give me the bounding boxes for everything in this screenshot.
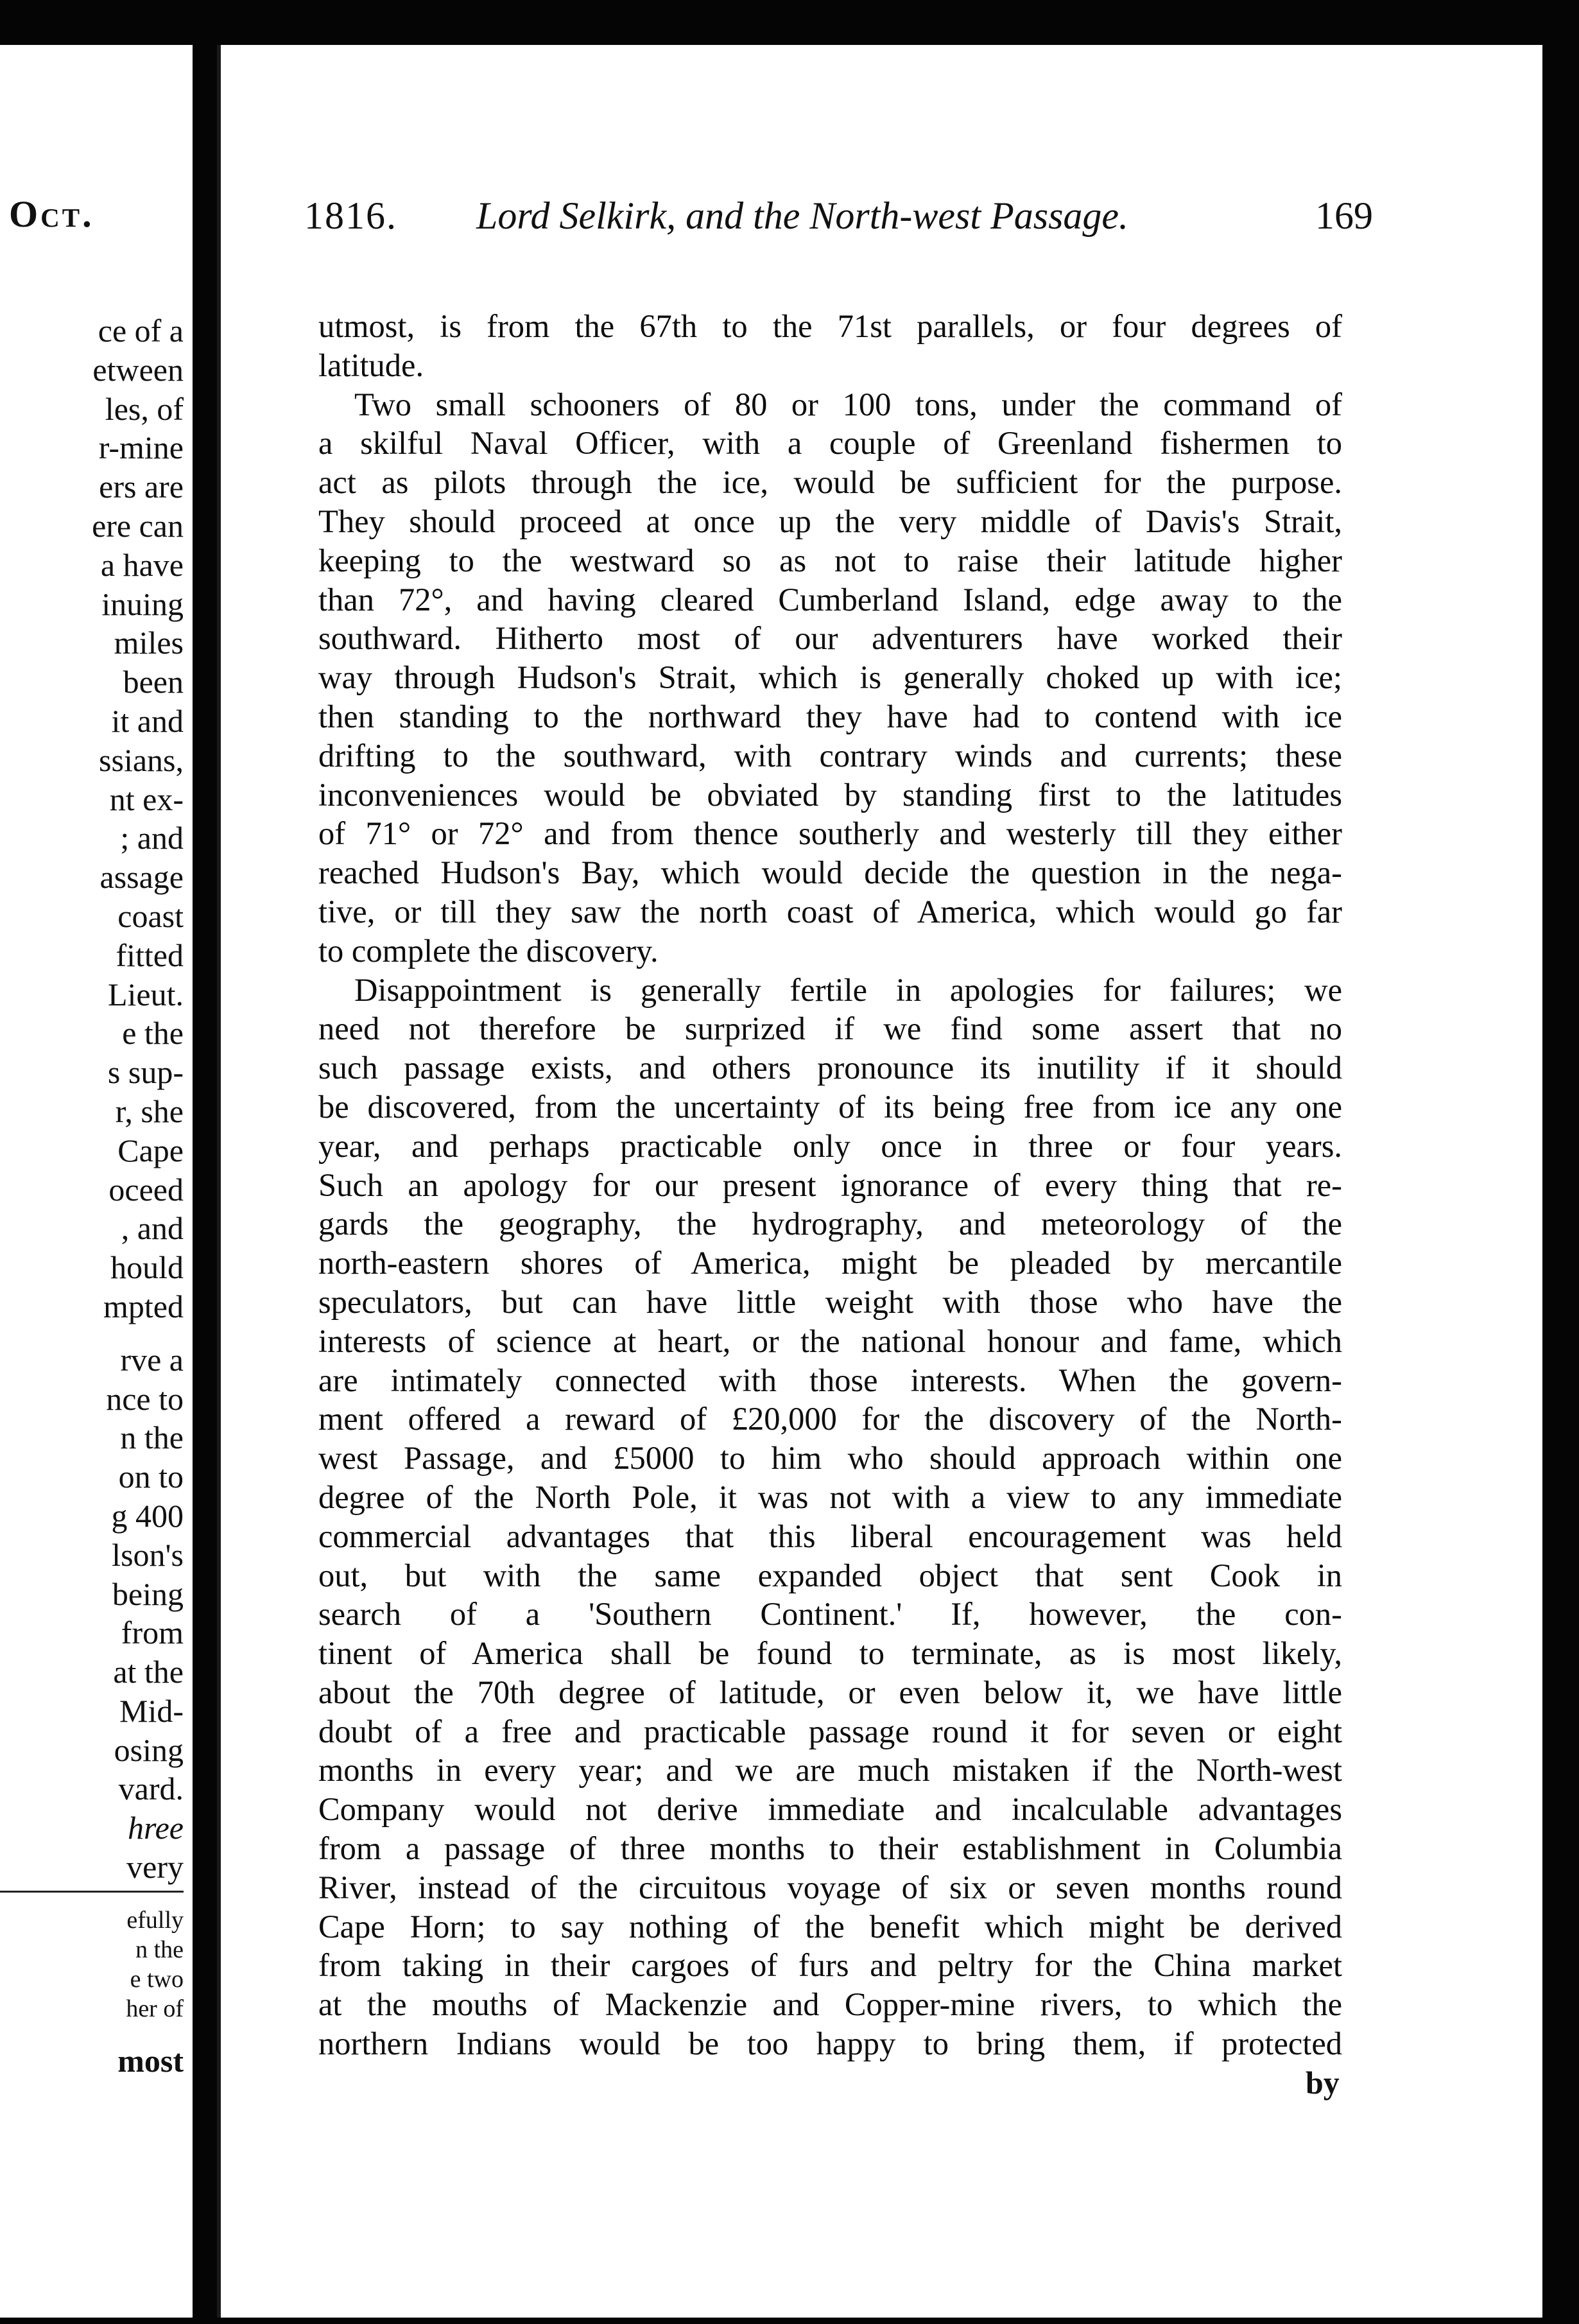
left-line: r, she [115,1093,184,1129]
running-head-year: 1816. [304,195,397,237]
left-line: s sup- [107,1054,184,1091]
left-line: it and [111,702,184,739]
text-line: doubt of a free and practicable passage round it for seven or eight [318,1713,1342,1749]
left-line: r-mine [98,429,184,466]
text-line: tive, or till they saw the north coast of America, which would go far [318,893,1342,930]
text-line: reached Hudson's Bay, which would decide the question in the nega- [318,854,1342,891]
text-line: speculators, but can have little weight with those who have the [318,1283,1342,1320]
text-line: year, and perhaps practicable only once in three or four years. [318,1127,1342,1164]
text-line: River, instead of the circuitous voyage of six or seven months round [318,1869,1342,1905]
text-line: They should proceed at once up the very middle of Davis's Strait, [318,503,1342,539]
text-line: search of a 'Southern Continent.' If, however, the con- [318,1596,1342,1633]
left-line: very [126,1849,184,1886]
left-footnote-line: efully [126,1906,184,1934]
left-line: inuing [101,585,184,622]
text-line: a skilful Naval Officer, with a couple of Greenland fishermen to [318,425,1342,462]
text-line: such passage exists, and others pronounce its inutility if it should [318,1050,1342,1086]
text-line: Such an apology for our present ignorance of every thing that re- [318,1166,1342,1203]
text-line: latitude. [318,347,424,383]
text-line: from taking in their cargoes of furs and peltry for the China market [318,1947,1342,1984]
text-line: inconveniences would be obviated by standing first to the latitudes [318,776,1342,813]
left-page-text [0,311,184,2081]
left-line: oceed [108,1171,184,1208]
text-line: about the 70th degree of latitude, or even below it, we have little [318,1674,1342,1710]
text-line: way through Hudson's Strait, which is generally choked up with ice; [318,659,1342,696]
left-page-header: Oct. [9,193,94,235]
text-line: Two small schooners of 80 or 100 tons, under the command of [354,386,1342,422]
text-line: to complete the discovery. [318,932,659,969]
text-line: utmost, is from the 67th to the 71st parallels, or four degrees of [318,308,1342,344]
text-line: then standing to the northward they have had to contend with ice [318,698,1342,734]
left-line: g 400 [111,1497,184,1534]
left-line: , and [121,1210,184,1247]
left-line: mpted [103,1288,184,1324]
left-line: ssians, [99,741,184,778]
left-line: ce of a [98,313,184,349]
text-line: than 72°, and having cleared Cumberland Island, edge away to the [318,581,1342,618]
text-line: are intimately connected with those interests. When the govern- [318,1362,1342,1398]
left-line: Cape [117,1132,184,1168]
text-line: tinent of America shall be found to terminate, as is most likely, [318,1635,1342,1672]
left-line: from [121,1615,184,1651]
left-line: rve a [120,1341,184,1378]
left-line: at the [113,1654,184,1690]
left-line: lson's [112,1536,184,1573]
left-line: nt ex- [109,781,184,817]
left-line-italic: hree [128,1810,184,1846]
text-line: months in every year; and we are much mistaken if the North-west [318,1752,1342,1789]
left-footnote-line: e two [130,1965,184,1993]
left-line: miles [114,625,184,661]
text-line: need not therefore be surprized if we find some assert that no [318,1010,1342,1047]
left-line: being [112,1575,184,1612]
text-line: Cape Horn; to say nothing of the benefit which might be derived [318,1908,1342,1945]
text-line: keeping to the westward so as not to raise their latitude higher [318,542,1342,578]
text-line: gards the geography, the hydrography, and meteorology of the [318,1206,1342,1242]
left-line: nce to [106,1380,184,1417]
left-line: e the [122,1015,184,1052]
left-footnote-line: n the [135,1936,184,1963]
left-line: a have [100,546,184,583]
left-line: Lieut. [107,976,184,1012]
left-line: fitted [116,937,184,973]
left-line: n the [120,1419,184,1456]
text-line: west Passage, and £5000 to him who should approach within one [318,1440,1342,1477]
text-line: be discovered, from the uncertainty of its being free from ice any one [318,1088,1342,1125]
left-line: etween [92,351,184,388]
left-line: osing [114,1731,184,1768]
text-line: drifting to the southward, with contrary winds and currents; these [318,737,1342,774]
running-head [304,194,1559,239]
text-line: northern Indians would be too happy to bring them, if protected [318,2025,1342,2062]
text-line: ment offered a reward of £20,000 for the discovery of the North- [318,1401,1342,1437]
left-footnote-line: her of [126,1995,184,2022]
left-paragraph-gap [0,1326,184,1340]
left-line: ers are [99,469,184,505]
left-line: coast [117,898,184,934]
main-page [217,45,1542,2318]
left-line: ere can [92,507,184,544]
text-line: north-eastern shores of America, might be pleaded by mercantile [318,1245,1342,1281]
footnote-rule [0,1891,184,1893]
left-line: Mid- [119,1692,184,1729]
text-line: degree of the North Pole, it was not with a view to any immediate [318,1479,1342,1515]
left-line: assage [99,859,184,896]
text-line: Disappointment is generally fertile in apologies for failures; we [354,971,1342,1008]
left-line: on to [118,1459,184,1495]
left-line: les, of [105,390,184,427]
left-line: ; and [120,820,184,856]
text-line: southward. Hitherto most of our adventurers have worked their [318,620,1342,657]
text-line: from a passage of three months to their establishment in Columbia [318,1830,1342,1867]
page-number: 169 [1315,195,1373,237]
text-line: act as pilots through the ice, would be sufficient for the purpose. [318,464,1342,501]
left-facing-page [0,45,193,2318]
left-footnote-gap [0,2024,184,2042]
catchword: by [1306,2065,1340,2101]
running-head-title: Lord Selkirk, and the North-west Passage. [476,195,1129,237]
left-line: been [123,664,184,700]
left-line: hould [110,1249,184,1286]
text-line: of 71° or 72° and from thence southerly and westerly till they either [318,815,1342,852]
text-line: at the mouths of Mackenzie and Copper-mine rivers, to which the [318,1986,1342,2023]
text-line: out, but with the same expanded object that sent Cook in [318,1557,1342,1593]
left-bottom-word: most [117,2042,184,2079]
text-line: commercial advantages that this liberal encouragement was held [318,1518,1342,1554]
text-line: interests of science at heart, or the national honour and fame, which [318,1322,1342,1359]
body-text [318,307,1342,2063]
left-line: vard. [118,1771,184,1807]
text-line: Company would not derive immediate and incalculable advantages [318,1791,1342,1828]
